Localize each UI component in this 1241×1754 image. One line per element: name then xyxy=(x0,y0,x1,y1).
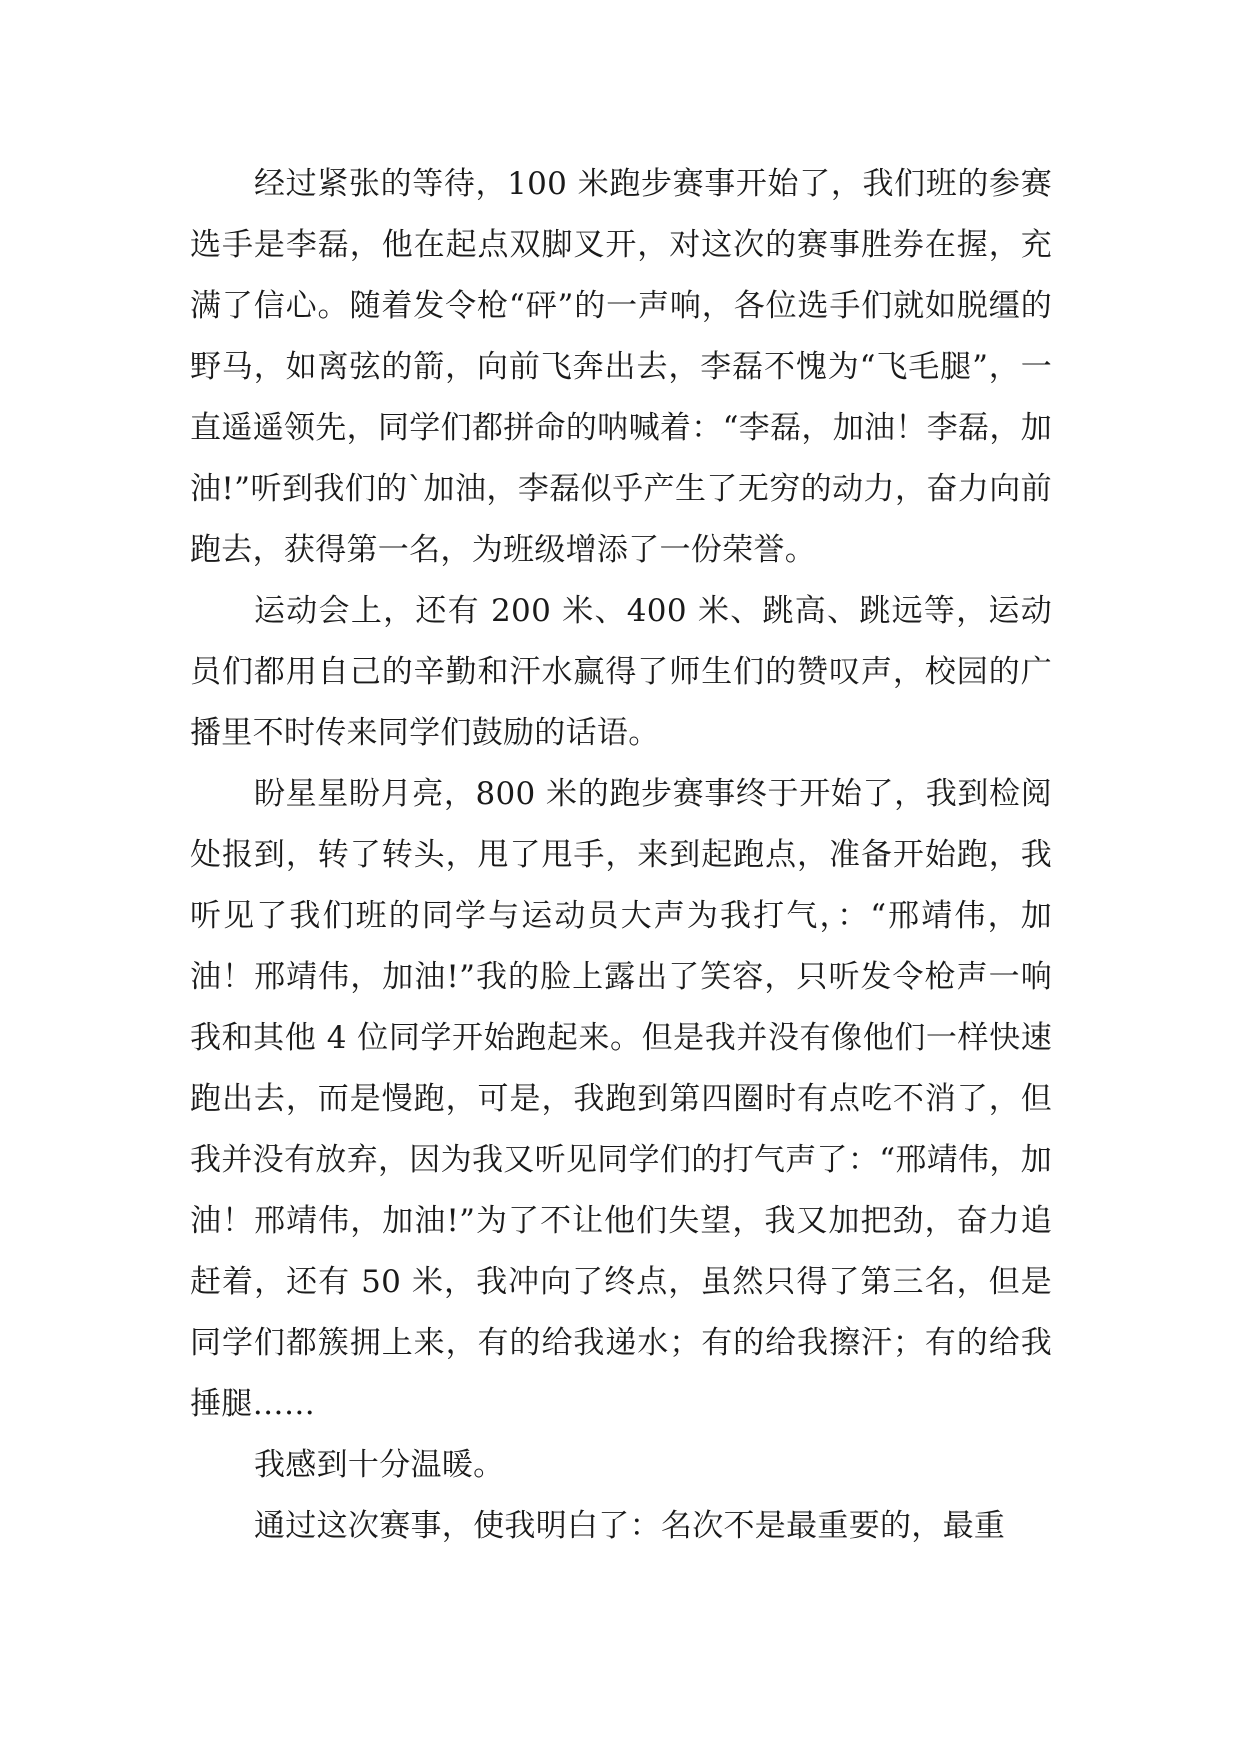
paragraph-800m-race: 盼星星盼月亮，800 米的跑步赛事终于开始了，我到检阅处报到，转了转头，甩了甩手，来到起跑点，准备开始跑，我听见了我们班的同学与运动员大声为我打气，：“邢靖伟，加油！邢靖伟，加油!”我的脸上露出了笑容，只听发令枪声一响我和其他 4 位同学开始跑起来。但是我并没有像他们一样快速跑出去，而是慢跑，可是，我跑到第四圈时有点吃不消了，但我并没有放弃，因为我又听见同学们的打气声了：“邢靖伟，加油！邢靖伟，加油!”为了不让他们失望，我又加把劲，奋力追赶着，还有 50 米，我冲向了终点，虽然只得了第三名，但是同学们都簇拥上来，有的给我递水；有的给我擦汗；有的给我捶腿…… xyxy=(190,776,1052,1422)
paragraph-other-events: 运动会上，还有 200 米、400 米、跳高、跳远等，运动员们都用自己的辛勤和汗水赢得了师生们的赞叹声，校园的广播里不时传来同学们鼓励的话语。 xyxy=(190,593,1052,751)
paragraph-feeling-warm: 我感到十分温暖。 xyxy=(254,1447,505,1483)
paragraph-lesson: 通过这次赛事，使我明白了：名次不是最重要的，最重 xyxy=(254,1508,1006,1544)
document-body xyxy=(190,154,1052,1557)
paragraph-100m-race: 经过紧张的等待，100 米跑步赛事开始了，我们班的参赛选手是李磊，他在起点双脚叉开，对这次的赛事胜券在握，充满了信心。随着发令枪“砰”的一声响，各位选手们就如脱缰的野马，如离弦的箭，向前飞奔出去，李磊不愧为“飞毛腿”，一直遥遥领先，同学们都拼命的呐喊着：“李磊，加油！李磊，加油!”听到我们的`加油，李磊似乎产生了无穷的动力，奋力向前跑去，获得第一名，为班级增添了一份荣誉。 xyxy=(190,166,1052,568)
